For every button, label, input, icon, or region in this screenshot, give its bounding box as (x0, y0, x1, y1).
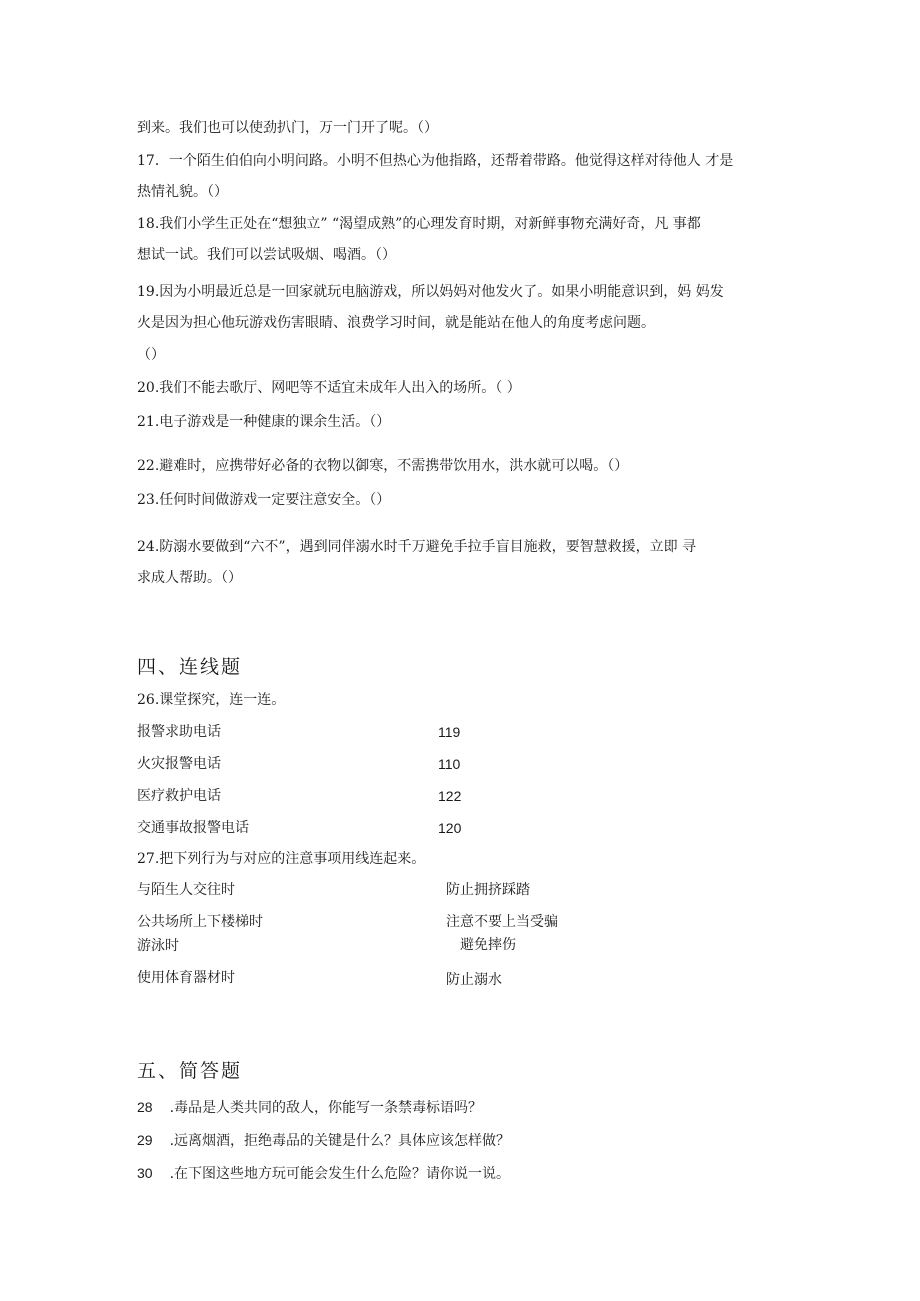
question-18-line-2: 想试一试。我们可以尝试吸烟、喝酒。（） (137, 247, 396, 263)
short-answer-heading: 五、简答题 (137, 1060, 243, 1082)
question-24-line-2: 求成人帮助。（） (137, 570, 242, 586)
q27-right-item: 避免摔伤 (460, 937, 516, 953)
question-text: .远离烟酒，拒绝毒品的关键是什么？具体应该怎样做？ (169, 1133, 511, 1149)
q27-left-item: 公共场所上下楼梯时 (137, 914, 263, 930)
question-text: .在下图这些地方玩可能会发生什么危险？请你说一说。 (169, 1166, 511, 1182)
q27-right-item: 注意不要上当受骗 (446, 914, 558, 930)
question-19-line-2: 火是因为担心他玩游戏伤害眼睛、浪费学习时间，就是能站在他人的角度考虑问题。 (137, 315, 655, 331)
question-21: 21.电子游戏是一种健康的课余生活。（） (137, 414, 391, 430)
question-17-line-1: 17．一个陌生伯伯向小明问路。小明不但热心为他指路，还帮着带路。他觉得这样对待他人 才是 (137, 153, 734, 169)
q26-left-item: 交通事故报警电话 (137, 820, 249, 836)
question-17-line-2: 热情礼貌。（） (137, 184, 228, 200)
q27-left-item: 与陌生人交往时 (137, 882, 235, 898)
judgement-line: 到来。我们也可以使劲扒门，万一门开了呢。（） (137, 120, 438, 136)
question-30 (137, 1163, 510, 1184)
question-number: 28 (137, 1099, 153, 1115)
q26-left-item: 医疗救护电话 (137, 788, 221, 804)
q27-right-item: 防止溺水 (446, 972, 502, 988)
question-27-prompt: 27.把下列行为与对应的注意事项用线连起来。 (137, 851, 426, 867)
question-28 (137, 1097, 482, 1118)
q26-left-item: 报警求助电话 (137, 724, 221, 740)
q27-right-item: 防止拥挤踩踏 (446, 882, 530, 898)
question-23: 23.任何时间做游戏一定要注意安全。（） (137, 492, 391, 508)
question-19-line-1: 19.因为小明最近总是一回家就玩电脑游戏，所以妈妈对他发火了。如果小明能意识到，妈 妈发 (137, 284, 724, 300)
q26-right-item: 122 (438, 788, 462, 804)
question-text: .毒品是人类共同的敌人，你能写一条禁毒标语吗？ (169, 1100, 483, 1116)
q27-left-item: 游泳时 (137, 938, 179, 954)
question-22: 22.避难时，应携带好必备的衣物以御寒，不需携带饮用水，洪水就可以喝。（） (137, 458, 629, 474)
q26-left-item: 火灾报警电话 (137, 756, 221, 772)
matching-heading: 四、连线题 (137, 656, 243, 678)
q26-right-item: 110 (438, 756, 461, 772)
question-29 (137, 1130, 510, 1151)
q26-right-item: 120 (438, 820, 462, 836)
question-26-prompt: 26.课堂探究，连一连。 (137, 692, 286, 708)
question-20: 20.我们不能去歌厅、网吧等不适宜未成年人出入的场所。（ ） (137, 380, 521, 396)
q26-right-item: 119 (438, 724, 461, 740)
q27-left-item: 使用体育器材时 (137, 970, 235, 986)
question-19-line-3: （） (137, 347, 165, 363)
question-number: 29 (137, 1132, 153, 1148)
question-number: 30 (137, 1165, 153, 1181)
question-18-line-1: 18.我们小学生正处在“想独立” “渴望成熟”的心理发育时期，对新鲜事物充满好奇，凡 事都 (137, 216, 701, 232)
question-24-line-1: 24.防溺水要做到“六不”，遇到同伴溺水时千万避免手拉手盲目施救，要智慧救援，立即 寻 (137, 539, 697, 555)
